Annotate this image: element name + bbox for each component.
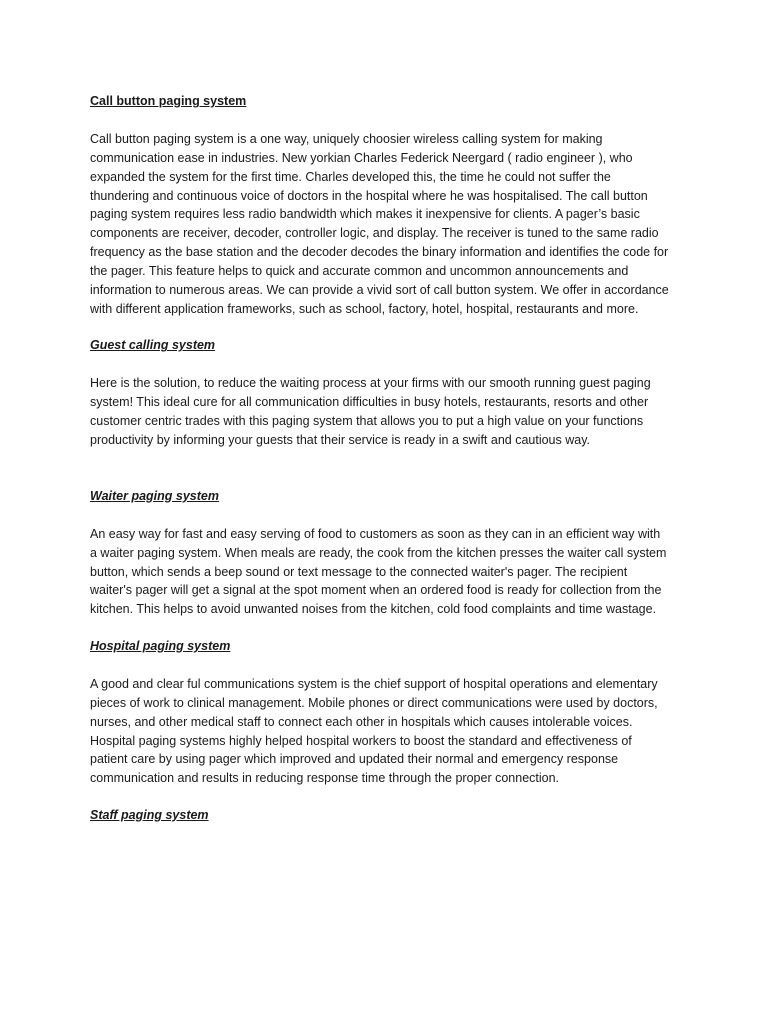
section-heading-hospital-paging: Hospital paging system [90, 639, 231, 654]
section-body-hospital-paging: A good and clear ful communications system is the chief support of hospital operations and elementary pieces of work to clinical management. Mobile phones or direct communications were used by doctors, nurses, and other medical staff to connect each other in hospitals which causes intolerable voices. Hospital paging systems highly helped hospital workers to boost the standard and effectiveness of patient care by using pager which improved and updated their normal and emergency response communication and results in reducing response time through the proper connection. [90, 677, 658, 786]
section-heading-call-button: Call button paging system [90, 94, 247, 108]
section-heading-staff-paging: Staff paging system [90, 808, 209, 823]
section-body-guest-calling: Here is the solution, to reduce the waiting process at your firms with our smooth running guest paging system! This ideal cure for all communication difficulties in busy hotels, restaurants, resorts and other customer centric trades with this paging system that allows you to put a high value on your functions productivity by informing your guests that their service is ready in a swift and cautious way. [90, 376, 651, 447]
document-page [90, 93, 670, 844]
section-body-call-button: Call button paging system is a one way, uniquely choosier wireless calling system for making communication ease in industries. New yorkian Charles Federick Neergard ( radio engineer ), who expanded the system for the first time. Charles developed this, the time he could not suffer the thundering and continuous voice of doctors in the hospital where he was hospitalised. The call button paging system requires less radio bandwidth which makes it inexpensive for clients. A pager’s basic components are receiver, decoder, controller logic, and display. The receiver is tuned to the same radio frequency as the base station and the decoder decodes the binary information and identifies the code for the pager. This feature helps to quick and accurate common and uncommon announcements and information to numerous areas. We can provide a vivid sort of call button system. We offer in accordance with different application frameworks, such as school, factory, hotel, hospital, restaurants and more. [90, 132, 669, 316]
section-heading-guest-calling: Guest calling system [90, 338, 216, 353]
section-heading-waiter-paging: Waiter paging system [90, 488, 219, 503]
section-body-waiter-paging: An easy way for fast and easy serving of food to customers as soon as they can in an efficient way with a waiter paging system. When meals are ready, the cook from the kitchen presses the waiter call system button, which sends a beep sound or text message to the connected waiter's pager. The recipient waiter's pager will get a signal at the spot moment when an ordered food is ready for collection from the kitchen. This helps to avoid unwanted noises from the kitchen, cold food complaints and time wastage. [90, 526, 667, 617]
